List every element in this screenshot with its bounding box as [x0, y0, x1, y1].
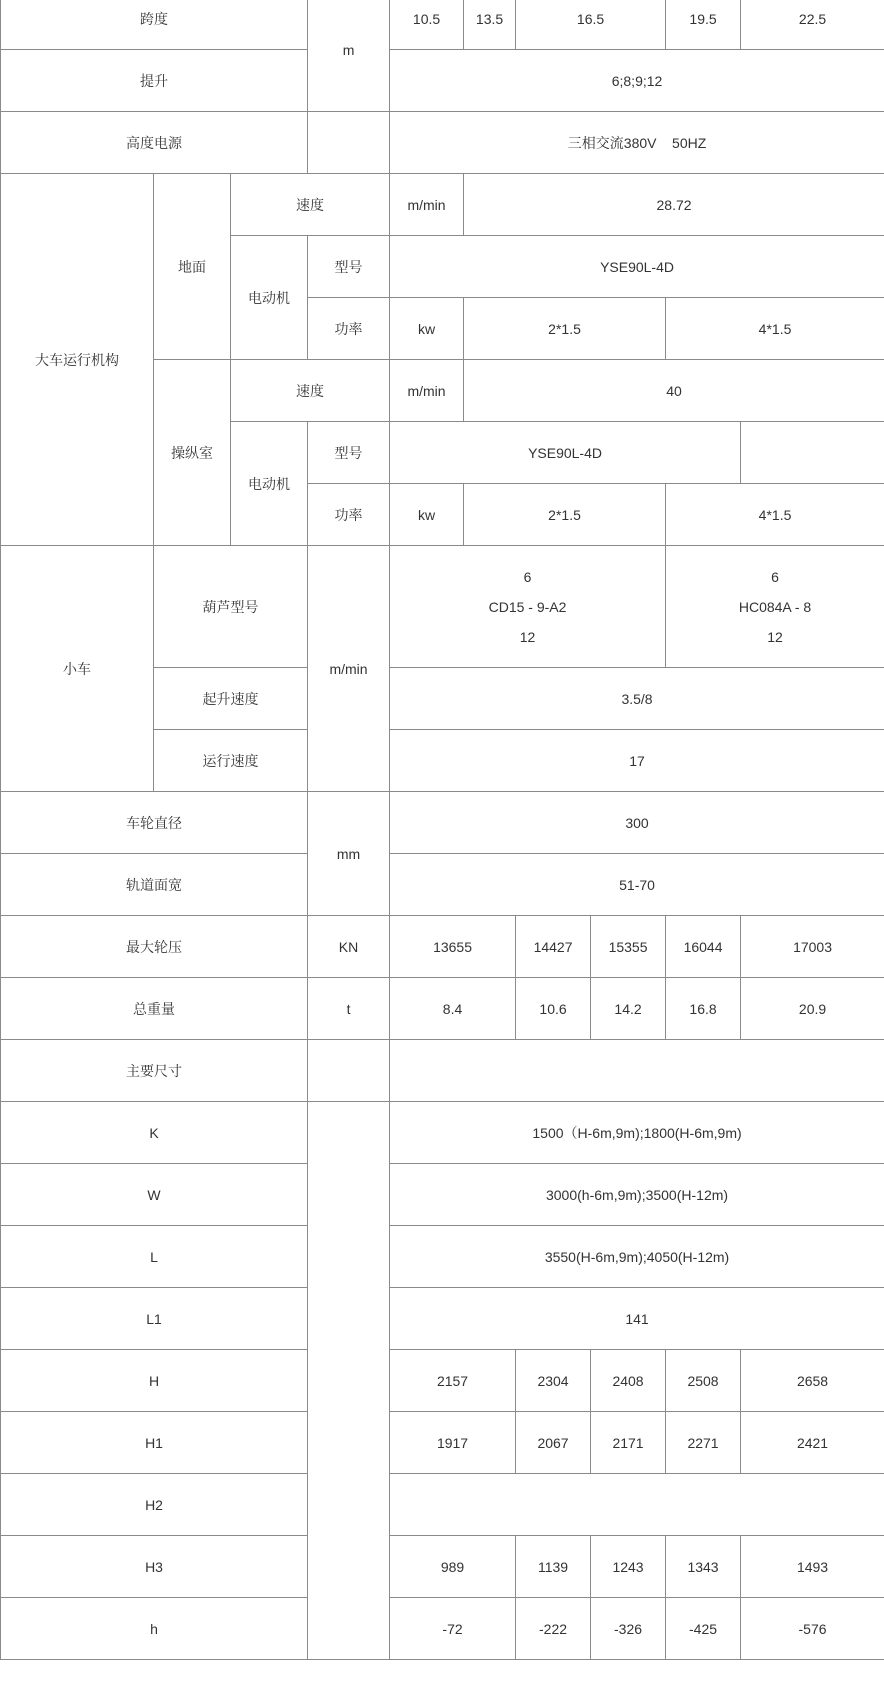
power-source-unit [308, 112, 390, 174]
trolley-label: 小车 [1, 546, 154, 792]
span-cell: 13.5 [464, 0, 516, 50]
dim-h3-cell: 1243 [591, 1536, 666, 1598]
total-weight-cell: 20.9 [741, 978, 884, 1040]
dim-h3-row [1, 1536, 884, 1598]
hoist-b-line: 6 [771, 568, 779, 585]
span-label: 跨度 [1, 0, 308, 50]
power-rating-label: 功率 [308, 484, 390, 546]
dim-h-cell: 2304 [516, 1350, 591, 1412]
max-wheel-load-cell: 16044 [666, 916, 741, 978]
span-cell: 22.5 [741, 0, 884, 50]
ground-speed-value: 28.72 [464, 174, 884, 236]
travel-speed-label: 运行速度 [154, 730, 308, 792]
dim-lower-h-row [1, 1598, 884, 1660]
main-dims-row [1, 1040, 884, 1102]
speed-unit: m/min [390, 174, 464, 236]
dim-w-row [1, 1164, 884, 1226]
dim-k-row [1, 1102, 884, 1164]
ground-speed-row [1, 174, 884, 236]
total-weight-unit: t [308, 978, 390, 1040]
dim-h2-value [390, 1474, 884, 1536]
dim-lower-h-cell: -425 [666, 1598, 741, 1660]
ground-motor-model: YSE90L-4D [390, 236, 884, 298]
cabin-motor-model: YSE90L-4D [390, 422, 741, 484]
total-weight-cell: 16.8 [666, 978, 741, 1040]
wheel-unit: mm [308, 792, 390, 916]
dim-h-label: H [1, 1350, 308, 1412]
dim-h3-cell: 1343 [666, 1536, 741, 1598]
hoist-model-a [390, 546, 666, 668]
cabin-label: 操纵室 [154, 360, 231, 546]
dim-lower-h-cell: -72 [390, 1598, 516, 1660]
dim-w-label: W [1, 1164, 308, 1226]
dim-lower-h-cell: -576 [741, 1598, 884, 1660]
dim-k-value: 1500（H-6m,9m);1800(H-6m,9m) [390, 1102, 884, 1164]
speed-unit: m/min [390, 360, 464, 422]
rail-width-value: 51-70 [390, 854, 884, 916]
hoist-b-line: HC084A - 8 [738, 598, 812, 615]
wheel-dia-value: 300 [390, 792, 884, 854]
dim-h1-cell: 2271 [666, 1412, 741, 1474]
dim-h1-cell: 1917 [390, 1412, 516, 1474]
dim-h2-row [1, 1474, 884, 1536]
wheel-dia-label: 车轮直径 [1, 792, 308, 854]
motor-label: 电动机 [231, 422, 308, 546]
total-weight-row [1, 978, 884, 1040]
rail-width-label: 轨道面宽 [1, 854, 308, 916]
dim-lower-h-label: h [1, 1598, 308, 1660]
dim-w-value: 3000(h-6m,9m);3500(H-12m) [390, 1164, 884, 1226]
dim-h-cell: 2658 [741, 1350, 884, 1412]
lift-row [1, 50, 884, 112]
ground-power-b: 4*1.5 [666, 298, 884, 360]
dim-lower-h-cell: -222 [516, 1598, 591, 1660]
cabin-speed-value: 40 [464, 360, 884, 422]
rail-width-row [1, 854, 884, 916]
total-weight-cell: 8.4 [390, 978, 516, 1040]
span-unit: m [308, 0, 390, 112]
lift-value: 6;8;9;12 [390, 50, 884, 112]
model-label: 型号 [308, 422, 390, 484]
span-cell: 19.5 [666, 0, 741, 50]
dim-h3-cell: 1139 [516, 1536, 591, 1598]
max-wheel-load-label: 最大轮压 [1, 916, 308, 978]
hoist-a-line: 12 [519, 628, 536, 645]
dim-h1-label: H1 [1, 1412, 308, 1474]
main-dims-unit [308, 1040, 390, 1102]
dim-h-cell: 2157 [390, 1350, 516, 1412]
cabin-power-a: 2*1.5 [464, 484, 666, 546]
dim-l-row [1, 1226, 884, 1288]
power-source-row [1, 112, 884, 174]
power-source-value: 三相交流380V 50HZ [390, 112, 884, 174]
dim-h2-label: H2 [1, 1474, 308, 1536]
dim-h1-cell: 2421 [741, 1412, 884, 1474]
max-wheel-load-unit: KN [308, 916, 390, 978]
lift-label: 提升 [1, 50, 308, 112]
hoist-model-row [1, 546, 884, 668]
dim-h-cell: 2508 [666, 1350, 741, 1412]
hoist-a-line: CD15 - 9-A2 [488, 598, 567, 615]
ground-power-a: 2*1.5 [464, 298, 666, 360]
hoist-model-b [666, 546, 884, 668]
hoist-b-line: 12 [767, 628, 783, 645]
wheel-dia-row [1, 792, 884, 854]
main-dims-label: 主要尺寸 [1, 1040, 308, 1102]
span-cell: 10.5 [390, 0, 464, 50]
lift-speed-label: 起升速度 [154, 668, 308, 730]
dim-l1-label: L1 [1, 1288, 308, 1350]
max-wheel-load-cell: 15355 [591, 916, 666, 978]
power-unit: kw [390, 298, 464, 360]
dim-l1-value: 141 [390, 1288, 884, 1350]
dim-l1-row [1, 1288, 884, 1350]
dim-h3-cell: 989 [390, 1536, 516, 1598]
max-wheel-load-row [1, 916, 884, 978]
total-weight-cell: 10.6 [516, 978, 591, 1040]
dim-l-label: L [1, 1226, 308, 1288]
speed-label: 速度 [231, 174, 390, 236]
power-source-label: 高度电源 [1, 112, 308, 174]
dim-l-value: 3550(H-6m,9m);4050(H-12m) [390, 1226, 884, 1288]
max-wheel-load-cell: 13655 [390, 916, 516, 978]
power-unit: kw [390, 484, 464, 546]
speed-label: 速度 [231, 360, 390, 422]
power-rating-label: 功率 [308, 298, 390, 360]
model-label: 型号 [308, 236, 390, 298]
travel-speed-value: 17 [390, 730, 884, 792]
crane-travel-label: 大车运行机构 [1, 174, 154, 546]
ground-label: 地面 [154, 174, 231, 360]
dim-h-row [1, 1350, 884, 1412]
dim-h1-cell: 2171 [591, 1412, 666, 1474]
dim-h1-cell: 2067 [516, 1412, 591, 1474]
dim-k-label: K [1, 1102, 308, 1164]
total-weight-cell: 14.2 [591, 978, 666, 1040]
span-row [1, 0, 884, 50]
main-dims-value [390, 1040, 884, 1102]
dim-h1-row [1, 1412, 884, 1474]
hoist-a-line: 6 [523, 568, 532, 585]
motor-label: 电动机 [231, 236, 308, 360]
max-wheel-load-cell: 14427 [516, 916, 591, 978]
lift-speed-value: 3.5/8 [390, 668, 884, 730]
cabin-power-b: 4*1.5 [666, 484, 884, 546]
hoist-model-label: 葫芦型号 [154, 546, 308, 668]
dims-unit [308, 1102, 390, 1660]
dim-h3-cell: 1493 [741, 1536, 884, 1598]
span-cell: 16.5 [516, 0, 666, 50]
dim-h3-label: H3 [1, 1536, 308, 1598]
total-weight-label: 总重量 [1, 978, 308, 1040]
trolley-unit: m/min [308, 546, 390, 792]
dim-lower-h-cell: -326 [591, 1598, 666, 1660]
dim-h-cell: 2408 [591, 1350, 666, 1412]
max-wheel-load-cell: 17003 [741, 916, 884, 978]
